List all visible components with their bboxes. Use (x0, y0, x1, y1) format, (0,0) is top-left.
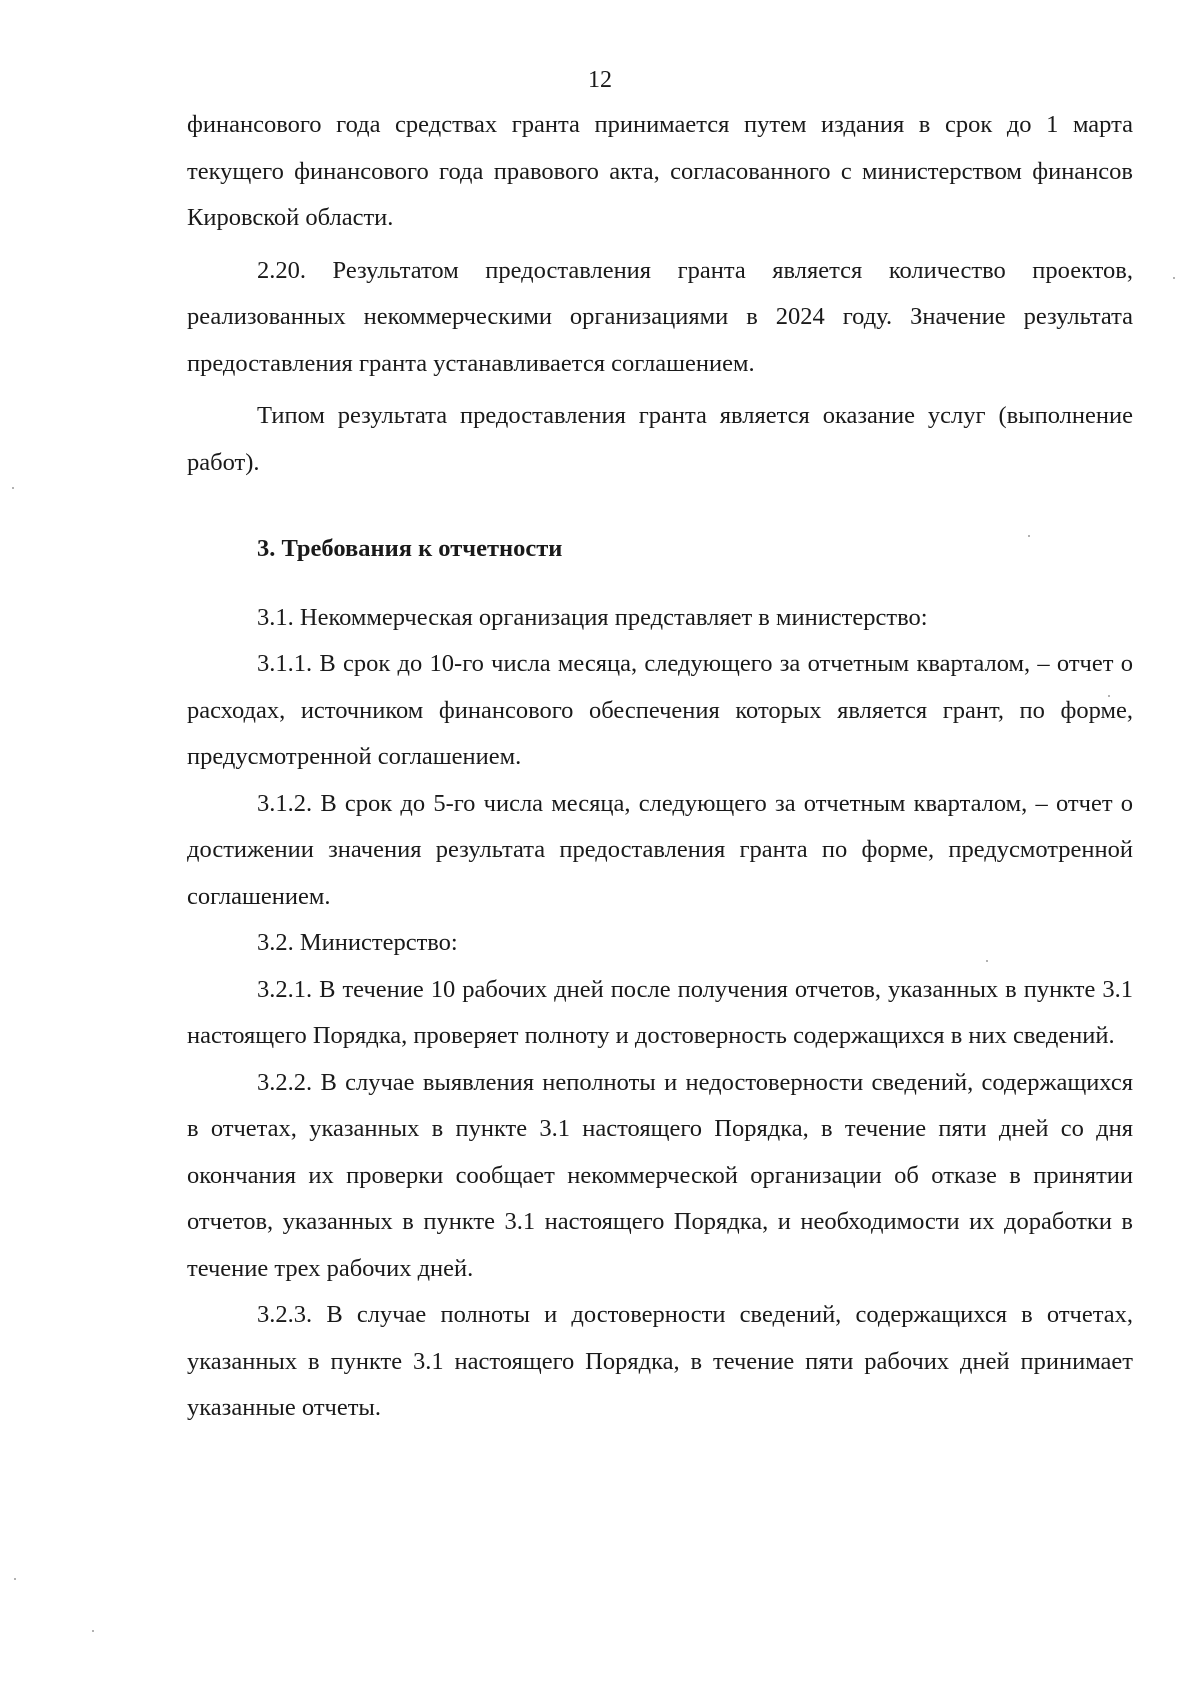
paragraph-2-20: 2.20. Результатом предоставления гранта является количество проектов, реализованных некоммерческими организациями в 2024 году. Значение результата предоставления гранта устанавливается соглашением. (187, 256, 1133, 377)
paragraph-3-2-1: 3.2.1. В течение 10 рабочих дней после получения отчетов, указанных в пункте 3.1 настоящего Порядка, проверяет полноту и достоверность содержащихся в них сведений. (187, 975, 1133, 1049)
scan-speck (14, 1578, 16, 1580)
paragraph-3-2: 3.2. Министерство: (257, 929, 458, 956)
paragraph-3-1: 3.1. Некоммерческая организация представляет в министерство: (257, 603, 928, 631)
scan-speck (1028, 535, 1030, 537)
paragraph-3-1-2: 3.1.2. В срок до 5-го числа месяца, следующего за отчетным кварталом, – отчет о достижении значения результата предоставления гранта по форме, предусмотренной соглашением. (187, 789, 1133, 910)
paragraph-result-type: Типом результата предоставления гранта является оказание услуг (выполнение работ). (187, 402, 1133, 476)
document-body (187, 102, 1133, 1432)
scan-speck (1108, 695, 1110, 697)
scan-speck (986, 960, 988, 962)
paragraph-3-1-1: 3.1.1. В срок до 10-го числа месяца, следующего за отчетным кварталом, – отчет о расходах, источником финансового обеспечения которых является грант, по форме, предусмотренной соглашением. (187, 650, 1133, 770)
scan-speck (12, 487, 14, 489)
paragraph-3-2-2: 3.2.2. В случае выявления неполноты и недостоверности сведений, содержащихся в отчетах, указанных в пункте 3.1 настоящего Порядка, в течение пяти дней со дня окончания их проверки сообщает некоммерческой организации об отказе в принятии отчетов, указанных в пункте 3.1 настоящего Порядка, и необходимости их доработки в течение трех рабочих дней. (187, 1068, 1133, 1282)
section-heading-3: 3. Требования к отчетности (257, 535, 563, 562)
paragraph-3-2-3: 3.2.3. В случае полноты и достоверности сведений, содержащихся в отчетах, указанных в пункте 3.1 настоящего Порядка, в течение пяти рабочих дней принимает указанные отчеты. (187, 1301, 1133, 1421)
scan-speck (1173, 277, 1175, 279)
page-number: 12 (588, 67, 612, 93)
paragraph-continuation: финансового года средствах гранта принимается путем издания в срок до 1 марта текущего финансового года правового акта, согласованного с министерством финансов Кировской области. (187, 111, 1133, 231)
scan-speck (92, 1630, 94, 1632)
